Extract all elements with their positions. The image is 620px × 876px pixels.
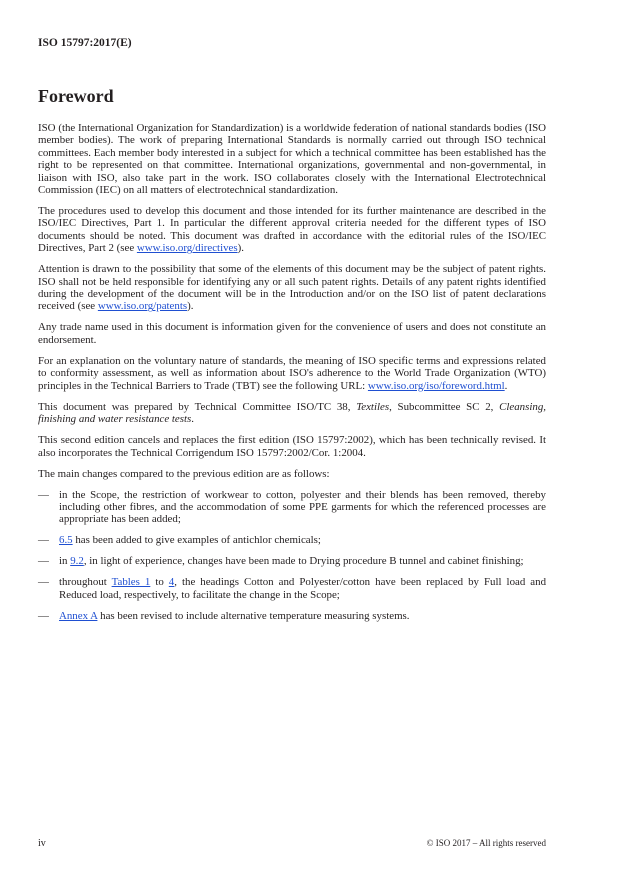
text-italic: Textiles: [356, 400, 390, 413]
text: The procedures used to develop this document and those intended for its further maintenance are described in the ISO/IEC Directives, Part 1. In particular the different approval criteria needed for the different types of ISO documents should be noted. This document was drafted in accordance with the editorial rules of the ISO/IEC Directives, Part 2 (see: [38, 205, 546, 255]
list-text: [59, 610, 546, 622]
text: Attention is drawn to the possibility that some of the elements of this document may be the subject of patent rights. ISO shall not be held responsible for identifying any or all such patent rights. Details of any patent rights identified during the development of the document will be in the Introduction and/or on the ISO list of patent declarations received (see: [38, 263, 546, 313]
page-number: iv: [38, 838, 46, 849]
text: in: [59, 555, 71, 568]
list-text: [59, 555, 546, 567]
link-6-5[interactable]: 6.5: [59, 534, 73, 547]
list-item: [38, 610, 546, 622]
foreword-body: [38, 122, 546, 631]
list-text: [59, 576, 546, 601]
text: .: [191, 413, 195, 426]
text: throughout: [59, 576, 112, 589]
paragraph-voluntary: [38, 355, 546, 392]
list-item: [38, 489, 546, 526]
text-italic: Cleansing, finishing and water resistance tests: [38, 400, 546, 426]
list-text: [59, 534, 546, 546]
dash: —: [38, 576, 49, 589]
link-tables-1[interactable]: Tables 1: [111, 576, 151, 589]
paragraph-trade-name: Any trade name used in this document is information given for the convenience of users and does not constitute an endorsement.: [38, 321, 546, 346]
dash: —: [38, 555, 49, 568]
list-item: [38, 534, 546, 546]
text: , Subcommittee SC 2,: [389, 400, 500, 413]
paragraph-committee: [38, 401, 546, 426]
link-annex-a[interactable]: Annex A: [59, 609, 98, 622]
copyright-notice: © ISO 2017 – All rights reserved: [426, 838, 546, 848]
paragraph-edition: This second edition cancels and replaces the first edition (ISO 15797:2002), which has been technically revised. It also incorporates the Technical Corrigendum ISO 15797:2002/Cor. 1:2004.: [38, 434, 546, 459]
paragraph-changes-intro: The main changes compared to the previous edition are as follows:: [38, 467, 330, 480]
paragraph-procedures: [38, 205, 546, 255]
link-directives[interactable]: www.iso.org/directives: [136, 242, 238, 255]
text: , in light of experience, changes have been made to Drying procedure B tunnel and cabinet finishing;: [83, 555, 524, 568]
text: ).: [187, 300, 194, 313]
paragraph-patents: [38, 263, 546, 313]
list-item: [38, 555, 546, 567]
link-table-4[interactable]: 4: [168, 576, 175, 589]
text: has been revised to include alternative temperature measuring systems.: [97, 609, 410, 622]
text: ).: [237, 242, 244, 255]
list-item: [38, 576, 546, 601]
link-9-2[interactable]: 9.2: [70, 555, 84, 568]
text: .: [504, 379, 508, 392]
list-text: in the Scope, the restriction of workwear to cotton, polyester and their blends has been removed, thereby including other fibres, and the accommodation of some PPE garments for which the referenced processes are appropriate has been added;: [59, 488, 546, 526]
text: , the headings Cotton and Polyester/cotton have been replaced by Full load and Reduced load, respectively, to facilitate the change in the Scope;: [59, 576, 547, 601]
dash: —: [38, 488, 49, 501]
section-title: Foreword: [38, 86, 114, 106]
link-patents[interactable]: www.iso.org/patents: [97, 300, 188, 313]
dash: —: [38, 534, 49, 547]
dash: —: [38, 609, 49, 622]
text: has been added to give examples of antichlor chemicals;: [72, 534, 321, 547]
text: This document was prepared by Technical Committee ISO/TC 38,: [38, 400, 357, 413]
link-foreword[interactable]: www.iso.org/iso/foreword.html: [367, 379, 505, 392]
document-id-header: ISO 15797:2017(E): [38, 37, 132, 49]
text: For an explanation on the voluntary nature of standards, the meaning of ISO specific terms and expressions related to conformity assessment, as well as information about ISO's adherence to the World Trade Organization (WTO) principles in the Technical Barriers to Trade (TBT) see the following URL:: [38, 354, 546, 392]
paragraph-iso-intro: ISO (the International Organization for Standardization) is a worldwide federation of national standards bodies (ISO member bodies). The work of preparing International Standards is normally carried out through ISO technical committees. Each member body interested in a subject for which a technical committee has been established has the right to be represented on that committee. International organizations, governmental and non-governmental, in liaison with ISO, also take part in the work. ISO collaborates closely with the International Electrotechnical Commission (IEC) on all matters of electrotechnical standardization.: [38, 122, 546, 197]
text: to: [150, 576, 169, 589]
